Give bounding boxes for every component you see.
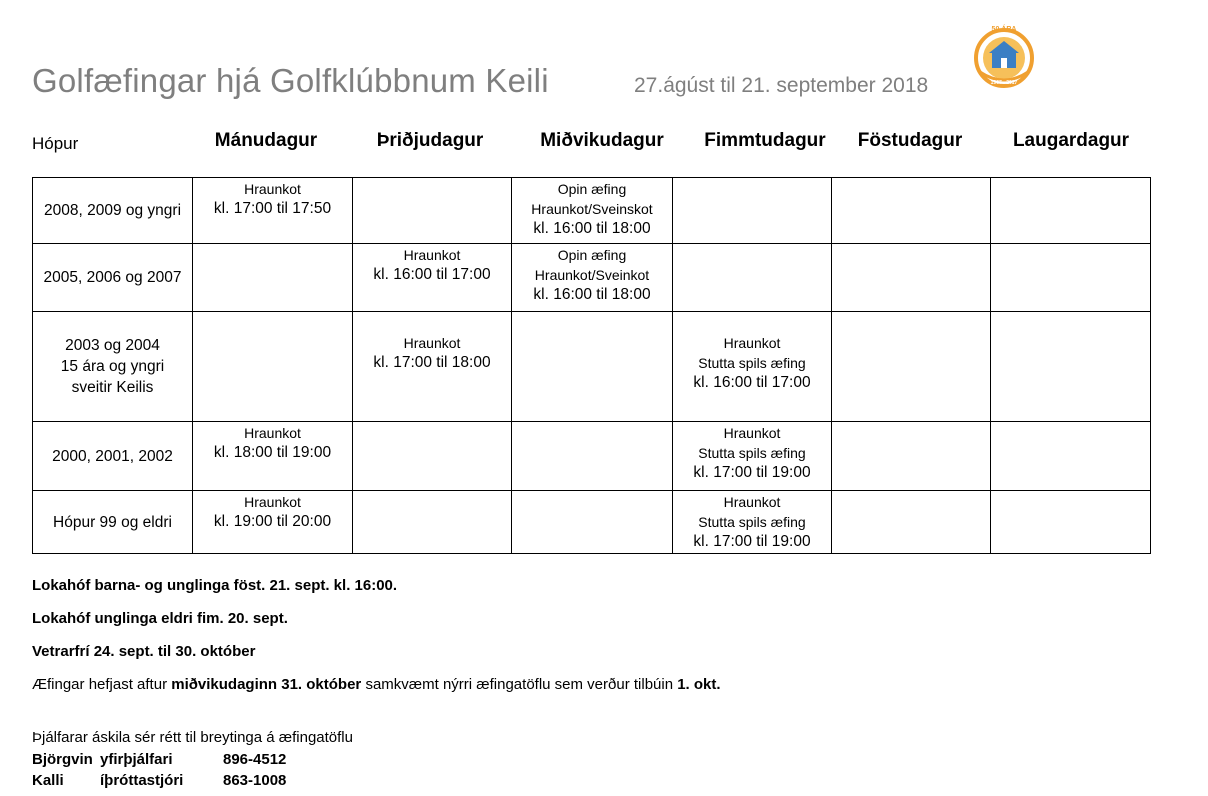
group-label: 2000, 2001, 2002 — [52, 447, 173, 465]
note-coaches-disclaimer: Þjálfarar áskila sér rétt til breytinga á æfingatöflu — [32, 729, 353, 746]
schedule-cell — [193, 244, 353, 312]
logo-text-top: 50 ÁRA — [991, 26, 1017, 33]
group-label: 2005, 2006 og 2007 — [43, 269, 182, 286]
schedule-cell — [353, 422, 512, 491]
contact-name: Björgvin — [32, 751, 93, 768]
table-row — [33, 312, 1151, 422]
contact-row — [32, 751, 286, 768]
schedule-cell — [353, 244, 512, 312]
contact-row — [32, 772, 286, 789]
cell-text: Hraunkot — [403, 335, 461, 351]
day-header-wednesday: Miðvikudagur — [540, 130, 664, 151]
schedule-cell — [673, 491, 832, 554]
schedule-cell — [353, 178, 512, 244]
cell-text: kl. 19:00 til 20:00 — [213, 513, 332, 530]
cell-text — [675, 313, 829, 333]
contact-phone: 863-1008 — [223, 772, 287, 789]
cell-text: Stutta spils æfing — [698, 445, 806, 461]
schedule-cell — [673, 422, 832, 491]
schedule-cell — [353, 312, 512, 422]
cell-text: Stutta spils æfing — [698, 514, 806, 530]
cell-text: Hraunkot — [244, 181, 301, 197]
cell-text: Stutta spils æfing — [698, 355, 806, 371]
schedule-cell — [673, 312, 832, 422]
group-cell — [33, 178, 193, 244]
note-resume-text-1: Æfingar hefjast aftur — [32, 676, 172, 693]
schedule-cell — [353, 491, 512, 554]
table-row — [33, 178, 1151, 244]
table-row — [33, 422, 1151, 491]
group-label: 15 ára og yngri — [60, 358, 165, 375]
schedule-cell — [512, 244, 673, 312]
day-header-friday: Föstudagur — [857, 130, 963, 151]
schedule-cell — [832, 244, 991, 312]
cell-text: kl. 18:00 til 19:00 — [213, 444, 332, 461]
schedule-cell — [512, 422, 673, 491]
group-label: Hópur 99 og eldri — [53, 513, 172, 531]
contact-role: yfirþjálfari — [100, 751, 173, 768]
note-practice-resumes — [32, 676, 721, 693]
schedule-cell — [673, 244, 832, 312]
group-cell — [33, 244, 193, 312]
cell-text: Hraunkot — [244, 425, 301, 441]
group-cell — [33, 312, 193, 422]
cell-text: kl. 17:00 til 17:50 — [213, 200, 332, 217]
cell-text — [355, 313, 509, 333]
schedule-cell — [832, 491, 991, 554]
schedule-cell — [193, 491, 353, 554]
contact-phone: 896-4512 — [223, 751, 287, 768]
schedule-cell — [193, 312, 353, 422]
cell-text: kl. 17:00 til 18:00 — [373, 354, 491, 371]
cell-text: kl. 16:00 til 18:00 — [533, 220, 651, 237]
day-header-thursday: Fimmtudagur — [704, 130, 826, 151]
cell-text: kl. 16:00 til 17:00 — [693, 374, 811, 391]
day-header-monday: Mánudagur — [214, 130, 318, 151]
schedule-table — [32, 177, 1151, 554]
note-closing-party-older: Lokahóf unglinga eldri fim. 20. sept. — [32, 610, 288, 627]
note-resume-ready-date: 1. okt. — [677, 676, 721, 693]
cell-text: Hraunkot — [244, 494, 301, 510]
group-label: 2008, 2009 og yngri — [43, 202, 182, 219]
cell-text: kl. 17:00 til 19:00 — [693, 533, 811, 550]
group-cell — [33, 422, 193, 491]
logo-text-bottom: 1967 - 2017 — [990, 80, 1018, 86]
date-range: 27.ágúst til 21. september 2018 — [634, 74, 929, 97]
cell-text: kl. 16:00 til 17:00 — [373, 266, 491, 283]
note-resume-text-2: samkvæmt nýrri æfingatöflu sem verður tilbúin — [361, 676, 678, 693]
schedule-cell — [832, 178, 991, 244]
cell-text: kl. 17:00 til 19:00 — [693, 464, 811, 481]
group-label: 2003 og 2004 — [65, 337, 160, 354]
club-anniversary-logo — [970, 22, 1038, 90]
schedule-cell — [512, 178, 673, 244]
cell-text: Opin æfing — [557, 181, 627, 197]
schedule-cell — [832, 312, 991, 422]
schedule-cell — [991, 422, 1151, 491]
cell-text: Opin æfing — [557, 247, 627, 263]
day-header-tuesday: Þriðjudagur — [376, 130, 484, 151]
note-resume-date: miðvikudaginn 31. október — [171, 676, 362, 693]
schedule-cell — [991, 312, 1151, 422]
schedule-cell — [193, 178, 353, 244]
table-row — [33, 244, 1151, 312]
contact-name: Kalli — [32, 772, 64, 789]
group-cell — [33, 491, 193, 554]
cell-text: Hraunkot/Sveinskot — [531, 201, 653, 217]
schedule-cell — [991, 491, 1151, 554]
note-closing-party-children: Lokahóf barna- og unglinga föst. 21. sept. kl. 16:00. — [32, 577, 398, 594]
schedule-header-row — [0, 128, 1208, 158]
cell-text: Hraunkot — [723, 494, 781, 510]
schedule-cell — [991, 178, 1151, 244]
cell-text: Hraunkot — [723, 425, 781, 441]
schedule-cell — [832, 422, 991, 491]
cell-text: Hraunkot — [403, 247, 461, 263]
schedule-cell — [991, 244, 1151, 312]
day-header-saturday: Laugardagur — [1012, 130, 1130, 151]
page-title: Golfæfingar hjá Golfklúbbnum Keili — [32, 62, 549, 99]
cell-text: Hraunkot — [723, 335, 781, 351]
schedule-cell — [673, 178, 832, 244]
schedule-cell — [512, 312, 673, 422]
note-winter-break: Vetrarfrí 24. sept. til 30. október — [32, 643, 256, 660]
group-column-header: Hópur — [32, 134, 79, 153]
table-row — [33, 491, 1151, 554]
schedule-cell — [512, 491, 673, 554]
schedule-cell — [193, 422, 353, 491]
group-label: sveitir Keilis — [71, 379, 154, 396]
contact-role: íþróttastjóri — [100, 772, 184, 789]
cell-text: Hraunkot/Sveinkot — [534, 267, 650, 283]
cell-text: kl. 16:00 til 18:00 — [533, 286, 651, 303]
